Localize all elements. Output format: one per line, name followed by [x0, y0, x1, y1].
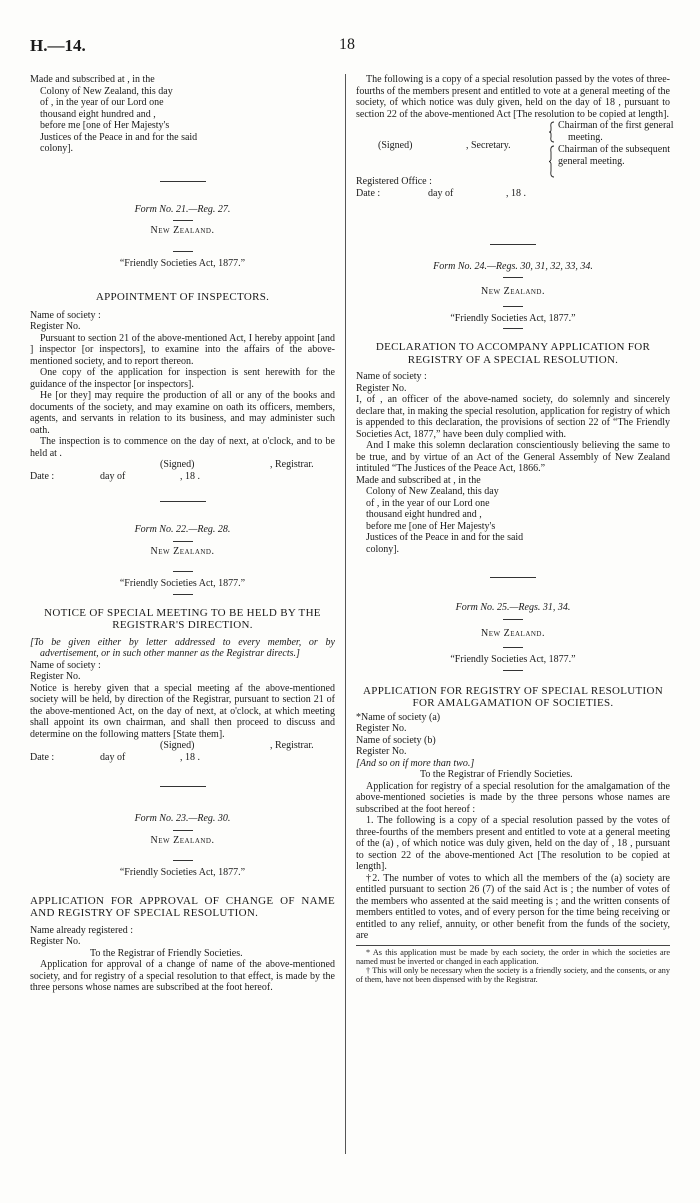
footnote: * As this application must be made by each society, the order in which the societies are named must be inverted or changed in each application.: [356, 947, 670, 966]
form-title: Form No. 23.—Reg. 30.: [134, 813, 231, 824]
addressee: To the Registrar of Friendly Societies.: [90, 947, 243, 959]
left-column: [30, 74, 335, 994]
oath-line: thousand eight hundred and ,: [40, 108, 156, 120]
register-number-field: Register No.: [356, 723, 407, 734]
form-heading: APPLICATION FOR REGISTRY OF SPECIAL RESOLUTION FOR AMALGAMATION OF SOCIETIES.: [363, 684, 663, 709]
society-name-field: *Name of society (a): [356, 711, 441, 723]
form-24: [356, 261, 670, 556]
register-number-field: Register No.: [30, 321, 81, 332]
act-title: “Friendly Societies Act, 1877.”: [119, 867, 246, 878]
oath-line: colony].: [40, 143, 74, 154]
date-label: Date :: [30, 471, 55, 482]
form-23: [30, 813, 335, 994]
form-title: Form No. 24.—Regs. 30, 31, 32, 33, 34.: [433, 260, 593, 272]
society-name-field: Name of society :: [356, 371, 427, 382]
year: , 18 .: [180, 752, 200, 763]
paragraph: I, of , an officer of the above-named society, do solemnly and sincerely declare that, in making the special resolution, application for registry of which is appended to this declaration, the provisions of section 22 of “The Friendly Societies Act, 1877,” have been duly complied with.: [356, 394, 670, 440]
paragraph: Pursuant to section 21 of the above-mentioned Act, I hereby appoint [and ] inspector [or inspectors], to examine into the affairs of the above-mentioned society, and to report thereon.: [30, 332, 335, 367]
date-line: [356, 188, 670, 200]
oath-line: Justices of the Peace in and for the said: [366, 532, 524, 543]
form-heading: APPLICATION FOR APPROVAL OF CHANGE OF NAME AND REGISTRY OF SPECIAL RESOLUTION.: [30, 894, 335, 919]
chairman-subsequent: Chairman of the subsequent general meeting.: [558, 144, 670, 167]
date-label: Date :: [30, 752, 55, 763]
paragraph: Application for registry of a special resolution for the amalgamation of the above-mentioned societies is made by the three persons whose names are subscribed at the foot hereof :: [356, 780, 670, 815]
page-header: [30, 36, 670, 56]
year: , 18 .: [180, 471, 200, 482]
signatory-role: , Registrar.: [270, 740, 314, 751]
signed-label: (Signed): [160, 740, 195, 751]
instruction-note: [And so on if more than two.]: [356, 757, 475, 769]
form-heading: NOTICE OF SPECIAL MEETING TO BE HELD BY THE REGISTRAR'S DIRECTION.: [44, 606, 321, 631]
chairman-signatures: [356, 120, 674, 176]
signed-label: (Signed): [378, 140, 413, 151]
oath-line: of , in the year of our Lord one: [40, 97, 164, 108]
paragraph: †2. The number of votes to which all the members of the (a) society are entitled pursuant to section 26 (7) of the said Act is ; the number of votes of the members who assented at the said meeting is ; and the written consents of members entitled to votes, and of every person for the time being receiving or entitled to any relief, annuity, or other benefit from the funds of the society, are: [356, 872, 670, 941]
form-heading: DECLARATION TO ACCOMPANY APPLICATION FOR REGISTRY OF A SPECIAL RESOLUTION.: [375, 341, 651, 366]
act-title: “Friendly Societies Act, 1877.”: [119, 257, 246, 269]
oath-line: Colony of New Zealand, this day: [40, 85, 173, 97]
country-heading: New Zealand.: [481, 627, 545, 639]
resolution-paragraph: The following is a copy of a special resolution passed by the votes of three-fourths of the members present and entitled to vote at a general meeting of the society, of which notice was duly given, held on the day of 18 , pursuant to section 22 of the above-mentioned Act [The resolution to be copied at length].: [356, 74, 670, 120]
form-heading: APPOINTMENT OF INSPECTORS.: [95, 291, 270, 303]
register-number-field: Register No.: [30, 671, 81, 682]
signed-label: (Signed): [160, 459, 195, 470]
country-heading: New Zealand.: [150, 545, 215, 557]
form-title: Form No. 22.—Reg. 28.: [134, 524, 231, 535]
date-label: Date :: [356, 187, 381, 199]
day-of: day of: [428, 187, 454, 199]
footnote: † This will only be necessary when the society is a friendly society, and the consents, or any of them, have not been dispensed with by the Registrar.: [356, 965, 670, 985]
paragraph: One copy of the application for inspection is sent herewith for the guidance of the inspector [or inspectors].: [30, 367, 335, 390]
day-of: day of: [100, 471, 126, 482]
name-registered-field: Name already registered :: [30, 924, 134, 936]
registered-office-field: Registered Office :: [356, 176, 432, 187]
signature-line: [30, 459, 335, 471]
country-heading: New Zealand.: [150, 834, 215, 846]
oath-block: [356, 475, 670, 556]
oath-block: [30, 74, 335, 155]
society-name-field: Name of society (b): [356, 734, 436, 746]
register-number-field: Register No.: [356, 746, 407, 757]
form-title: Form No. 21.—Reg. 27.: [134, 203, 231, 215]
year: , 18 .: [506, 187, 526, 199]
column-divider: [345, 74, 346, 1154]
chairman-first: Chairman of the first general meeting.: [558, 120, 674, 143]
paragraph: Notice is hereby given that a special meeting af the above-mentioned society will be held, by direction of the Registrar, pursuant to section 21 of the above-mentioned Act, on the day of next, at o'clock, at which meeting shall appoint its own chairman, and shall then proceed to discuss and determine on the following matters [State them].: [30, 682, 335, 740]
date-line: [30, 752, 335, 764]
oath-line: Made and subscribed at , in the: [356, 474, 481, 486]
secretary-role: , Secretary.: [466, 140, 511, 151]
brace-icon: [549, 121, 555, 143]
oath-line: before me [one of Her Majesty's: [40, 120, 170, 131]
document-reference: H.—14.: [30, 36, 86, 55]
paragraph: 1. The following is a copy of a special resolution passed by the votes of three-fourths of the members present and entitled to vote at a general meeting of the (a) , of which notice was duly given, held on the day of , 18 , pursuant to section 22 of the above-mentioned Act [The resolution to be copied at length].: [356, 815, 670, 872]
paragraph: He [or they] may require the production of all or any of the books and documents of the society, and may examine on oath its officers, members, agents, and servants in relation to its business, and may administer such oath.: [30, 390, 335, 436]
page-number: 18: [339, 36, 355, 53]
oath-line: of , in the year of our Lord one: [366, 497, 490, 509]
society-name-field: Name of society :: [30, 659, 101, 671]
oath-line: Made and subscribed at , in the: [30, 74, 155, 85]
brace-icon: [549, 145, 555, 178]
day-of: day of: [100, 752, 126, 763]
act-title: “Friendly Societies Act, 1877.”: [450, 312, 576, 324]
oath-line: Colony of New Zealand, this day: [366, 486, 499, 497]
oath-line: colony].: [366, 543, 400, 555]
form-25: [356, 602, 670, 984]
addressee: To the Registrar of Friendly Societies.: [420, 769, 573, 780]
oath-line: before me [one of Her Majesty's: [366, 520, 496, 532]
register-number-field: Register No.: [30, 936, 81, 947]
signatory-role: , Registrar.: [270, 459, 314, 470]
country-heading: New Zealand.: [481, 286, 545, 297]
form-21: [30, 204, 335, 484]
footnote-separator: [356, 945, 670, 946]
paragraph: Application for approval of a change of name of the above-mentioned society, and for registry of a special resolution to that effect, is made by the three persons whose names are subscribed at the foot hereof.: [30, 959, 335, 993]
country-heading: New Zealand.: [150, 225, 215, 236]
oath-line: thousand eight hundred and ,: [366, 509, 482, 520]
instruction-note: [To be given either by letter addressed to every member, or by advertisement, or in such other manner as the Registrar directs.]: [30, 636, 335, 659]
act-title: “Friendly Societies Act, 1877.”: [119, 578, 246, 589]
paragraph: The inspection is to commence on the day of next, at o'clock, and to be held at .: [30, 436, 335, 459]
register-number-field: Register No.: [356, 382, 407, 394]
signature-line: [30, 740, 335, 752]
paragraph: And I make this solemn declaration conscientiously believing the same to be true, and by virtue of an Act of the General Assembly of New Zealand intituled “The Justices of the Peace Act, 1866.”: [356, 440, 670, 474]
form-22: [30, 524, 335, 764]
act-title: “Friendly Societies Act, 1877.”: [450, 654, 576, 665]
date-line: [30, 471, 335, 483]
oath-line: Justices of the Peace in and for the said: [40, 131, 198, 143]
right-column: [356, 74, 674, 985]
society-name-field: Name of society :: [30, 309, 101, 321]
form-title: Form No. 25.—Regs. 31, 34.: [455, 602, 571, 613]
